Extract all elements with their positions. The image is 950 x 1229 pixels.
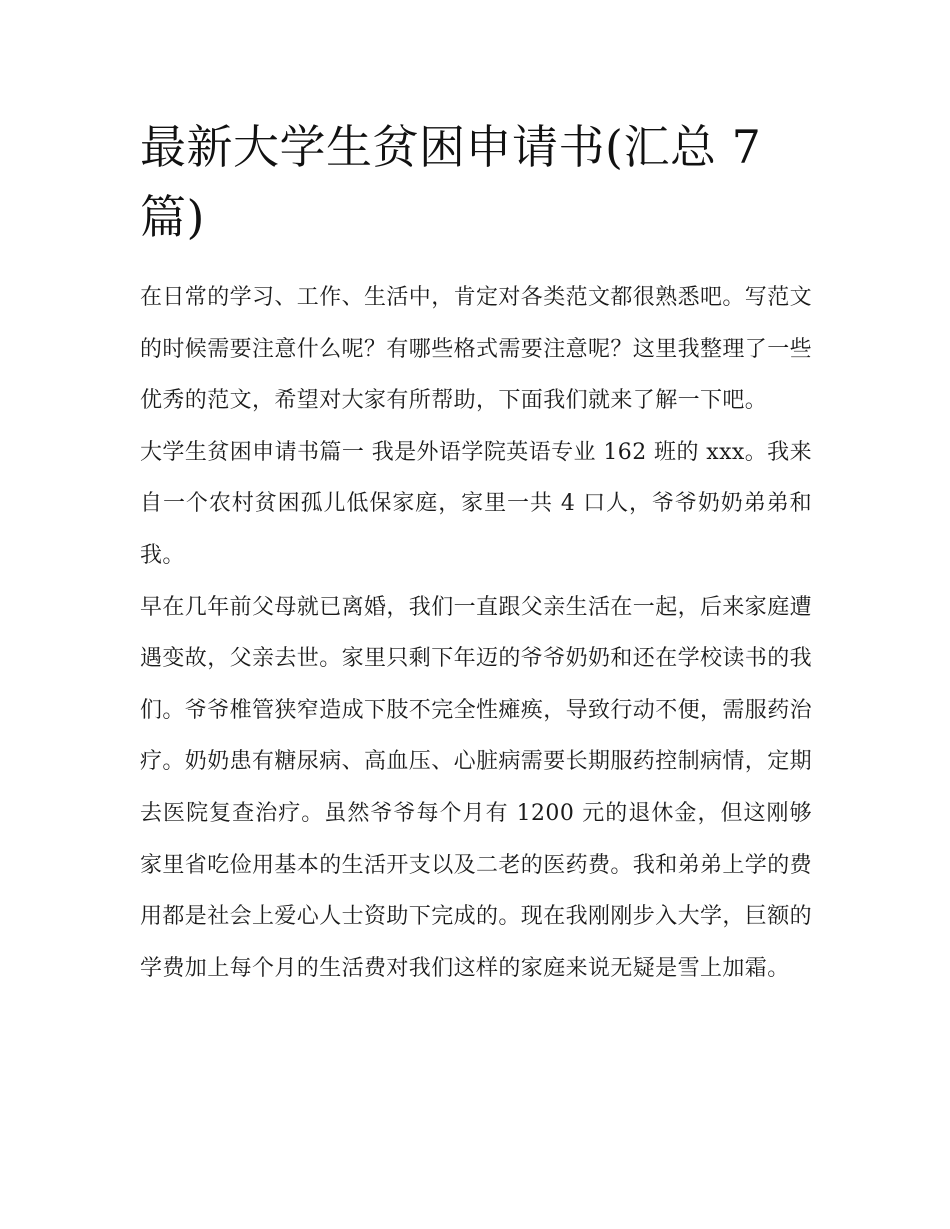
paragraph-intro: 在日常的学习、工作、生活中，肯定对各类范文都很熟悉吧。写范文的时候需要注意什么呢？有哪些格式需要注意呢？这里我整理了一些优秀的范文，希望对大家有所帮助，下面我们就来了解一下吧。 [140, 285, 813, 414]
paragraph-family-situation: 早在几年前父母就已离婚，我们一直跟父亲生活在一起，后来家庭遭遇变故，父亲去世。家里只剩下年迈的爷爷奶奶和还在学校读书的我们。爷爷椎管狭窄造成下肢不完全性瘫痪，导致行动不便，需服药治疗。奶奶患有糖尿病、高血压、心脏病需要长期服药控制病情，定期去医院复查治疗。虽然爷爷每个月有 1200 元的退休金，但这刚够家里省吃俭用基本的生活开支以及二老的医药费。我和弟弟上学的费用都是社会上爱心人士资助下完成的。现在我刚刚步入大学，巨额的学费加上每个月的生活费对我们这样的家庭来说无疑是雪上加霜。 [140, 594, 813, 981]
document-body [140, 112, 812, 994]
document-title: 最新大学生贫困申请书(汇总 7 篇) [140, 120, 762, 244]
paragraph-self-introduction: 大学生贫困申请书篇一 我是外语学院英语专业 162 班的 xxx。我来自一个农村贫困孤儿低保家庭，家里一共 4 口人，爷爷奶奶弟弟和我。 [140, 439, 812, 568]
